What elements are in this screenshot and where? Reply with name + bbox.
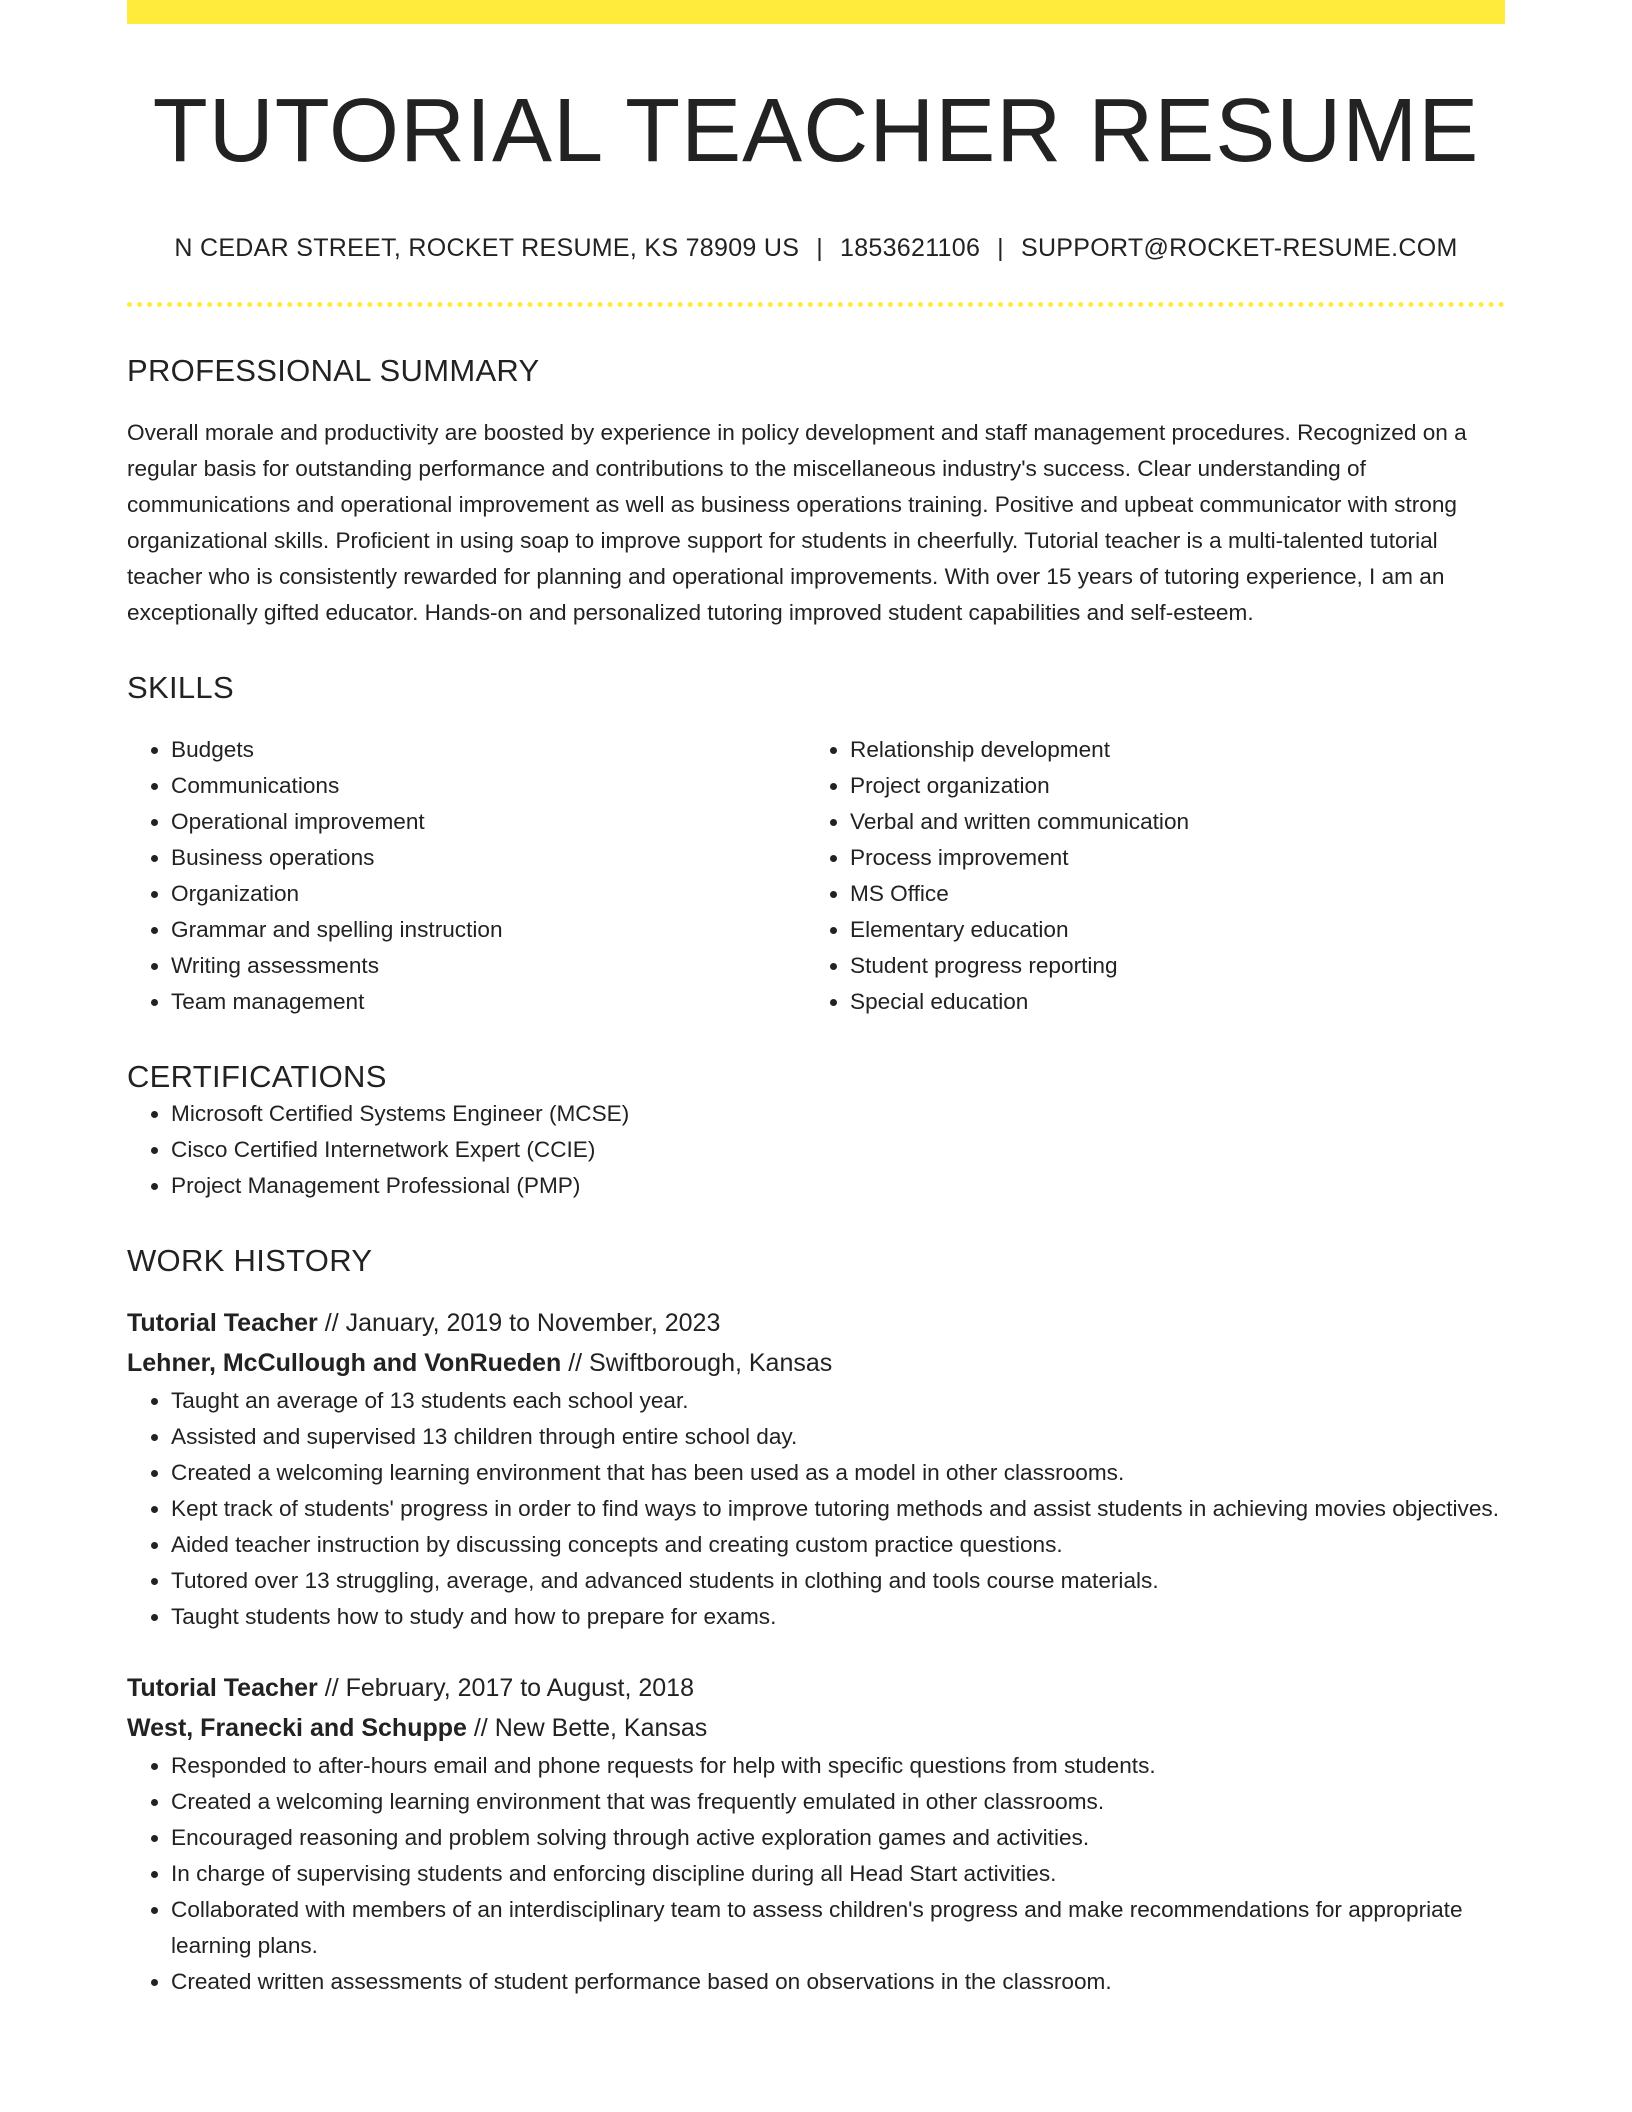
job-title-line xyxy=(127,1668,1505,1708)
job-title: Tutorial Teacher xyxy=(127,1308,318,1337)
skill-item: • MS Office xyxy=(850,876,1485,912)
resume-title: TUTORIAL TEACHER RESUME xyxy=(152,81,1480,181)
certification-item: • Cisco Certified Internetwork Expert (CCIE) xyxy=(171,1132,1505,1168)
top-accent-bar xyxy=(127,0,1505,24)
certification-item: • Microsoft Certified Systems Engineer (MCSE) xyxy=(171,1096,1505,1132)
skill-item: • Team management xyxy=(171,984,806,1020)
skills-heading: SKILLS xyxy=(127,670,234,706)
job-dates: // February, 2017 to August, 2018 xyxy=(317,1673,694,1702)
certification-item: • Project Management Professional (PMP) xyxy=(171,1168,1505,1204)
contact-line xyxy=(127,233,1505,263)
job-duty-item: • Encouraged reasoning and problem solving through active exploration games and activities. xyxy=(171,1820,1505,1856)
job-duties-list xyxy=(127,1383,1505,1635)
job-duty-item: • Created a welcoming learning environment that has been used as a model in other classrooms. xyxy=(171,1455,1505,1491)
skill-item: • Relationship development xyxy=(850,732,1485,768)
job-company: West, Franecki and Schuppe xyxy=(127,1713,467,1742)
work-history-heading: WORK HISTORY xyxy=(127,1242,373,1278)
dotted-divider xyxy=(127,302,1505,307)
job-title: Tutorial Teacher xyxy=(127,1673,318,1702)
certifications-heading: CERTIFICATIONS xyxy=(127,1059,387,1095)
contact-address: N CEDAR STREET, ROCKET RESUME, KS 78909 US xyxy=(174,234,800,262)
job-company: Lehner, McCullough and VonRueden xyxy=(127,1348,562,1377)
job-duty-item: • Responded to after-hours email and phone requests for help with specific questions from students. xyxy=(171,1748,1505,1784)
job-dates: // January, 2019 to November, 2023 xyxy=(317,1308,721,1337)
summary-heading: PROFESSIONAL SUMMARY xyxy=(127,353,540,388)
skill-item: • Project organization xyxy=(850,768,1485,804)
contact-phone: 1853621106 xyxy=(839,234,981,262)
job-duty-item: • Created a welcoming learning environment that was frequently emulated in other classrooms. xyxy=(171,1784,1505,1820)
resume-page xyxy=(127,0,1505,2000)
job-duty-item: • Aided teacher instruction by discussing concepts and creating custom practice questions. xyxy=(171,1527,1505,1563)
contact-separator: | xyxy=(816,234,823,262)
skills-grid xyxy=(127,732,1505,1020)
skill-item: • Process improvement xyxy=(850,840,1485,876)
skill-item: • Communications xyxy=(171,768,806,804)
skill-item: • Special education xyxy=(850,984,1485,1020)
job-duties-list xyxy=(127,1748,1505,2000)
job-location: // Swiftborough, Kansas xyxy=(561,1348,833,1377)
job-duty-item: • Assisted and supervised 13 children through entire school day. xyxy=(171,1419,1505,1455)
skill-item: • Student progress reporting xyxy=(850,948,1485,984)
job-company-line xyxy=(127,1708,1505,1748)
skill-item: • Business operations xyxy=(171,840,806,876)
job-duty-item: • Taught an average of 13 students each school year. xyxy=(171,1383,1505,1419)
job-duty-item: • Created written assessments of student performance based on observations in the classroom. xyxy=(171,1964,1505,2000)
job-duty-item: • In charge of supervising students and enforcing discipline during all Head Start activities. xyxy=(171,1856,1505,1892)
job-title-line xyxy=(127,1303,1505,1343)
summary-text: Overall morale and productivity are boosted by experience in policy development and staff management procedures. Recognized on a regular basis for outstanding performance and contributions to the miscellaneous industry's success. Clear understanding of communications and operational improvement as well as business operations training. Positive and upbeat communicator with strong organizational skills. Proficient in using soap to improve support for students in cheerfully. Tutorial teacher is a multi-talented tutorial teacher who is consistently rewarded for planning and operational improvements. With over 15 years of tutoring experience, I am an exceptionally gifted educator. Hands-on and personalized tutoring improved student capabilities and self-esteem. xyxy=(127,420,1467,626)
job-company-line xyxy=(127,1343,1505,1383)
skill-item: • Operational improvement xyxy=(171,804,806,840)
skill-item: • Grammar and spelling instruction xyxy=(171,912,806,948)
job-duty-item: • Collaborated with members of an interdisciplinary team to assess children's progress and make recommendations for appropriate learning plans. xyxy=(171,1892,1505,1964)
skills-right-column xyxy=(806,732,1485,1020)
skill-item: • Budgets xyxy=(171,732,806,768)
skill-item: • Organization xyxy=(171,876,806,912)
skill-item: • Writing assessments xyxy=(171,948,806,984)
skills-left-column xyxy=(127,732,806,1020)
job-duty-item: • Tutored over 13 struggling, average, and advanced students in clothing and tools course materials. xyxy=(171,1563,1505,1599)
certifications-list xyxy=(127,1096,1505,1204)
skill-item: • Verbal and written communication xyxy=(850,804,1485,840)
contact-separator: | xyxy=(997,234,1004,262)
job-location: // New Bette, Kansas xyxy=(466,1713,708,1742)
skill-item: • Elementary education xyxy=(850,912,1485,948)
job-duty-item: • Taught students how to study and how to prepare for exams. xyxy=(171,1599,1505,1635)
job-duty-item: • Kept track of students' progress in order to find ways to improve tutoring methods and assist students in achieving movies objectives. xyxy=(171,1491,1505,1527)
contact-email[interactable]: SUPPORT@ROCKET-RESUME.COM xyxy=(1020,234,1458,262)
